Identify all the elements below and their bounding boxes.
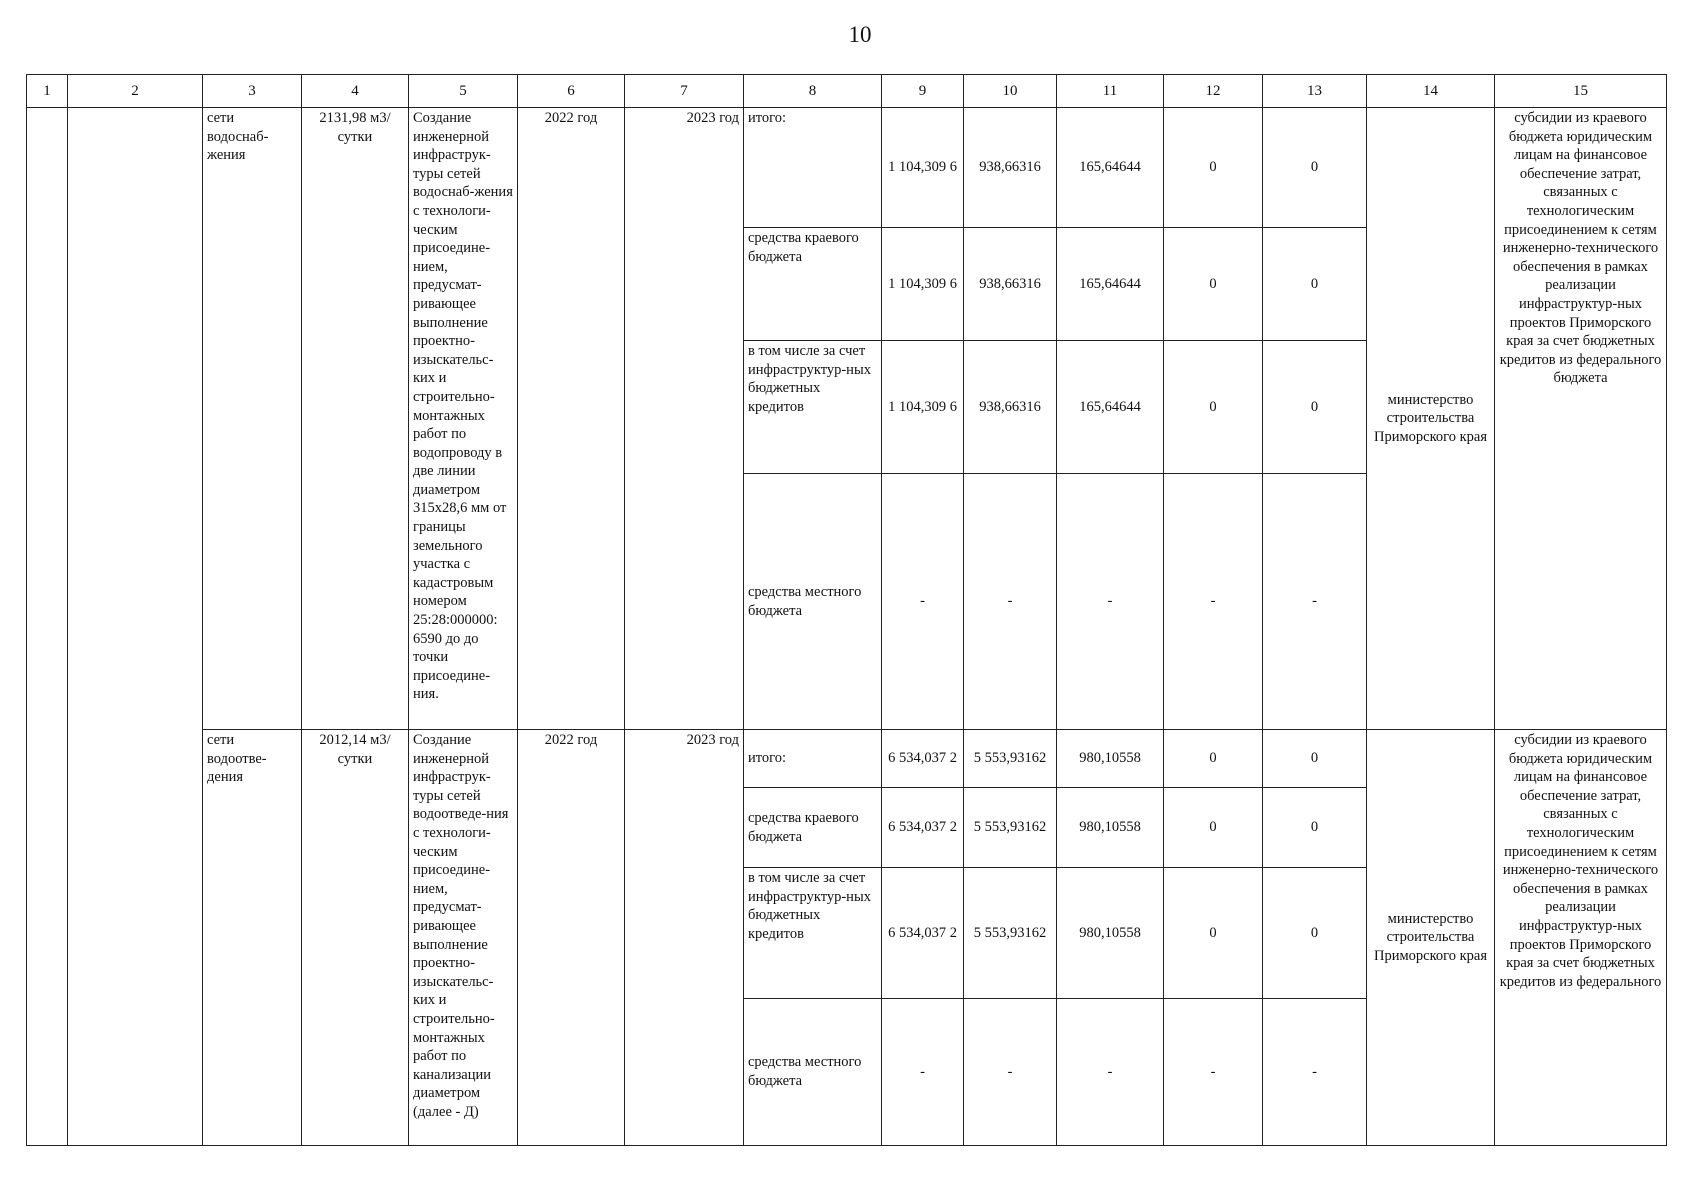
value-total: 6 534,037 2 <box>882 868 964 999</box>
value-2024: 0 <box>1164 788 1263 868</box>
funding-source: в том числе за счет инфраструктур-ных бюджетных кредитов <box>744 341 882 474</box>
col-header: 1 <box>27 75 68 108</box>
funding-source: средства краевого бюджета <box>744 788 882 868</box>
col-header: 7 <box>625 75 744 108</box>
value-2024: 0 <box>1164 868 1263 999</box>
value-2024: 0 <box>1164 108 1263 228</box>
value-total: - <box>882 474 964 730</box>
value-2023: - <box>1057 474 1164 730</box>
value-2024: 0 <box>1164 341 1263 474</box>
funding-source: итого: <box>744 108 882 228</box>
column-number-row <box>27 75 1667 108</box>
value-total: 6 534,037 2 <box>882 788 964 868</box>
end-year: 2023 год <box>625 108 744 730</box>
funding-note: субсидии из краевого бюджета юридическим лицам на финансовое обеспечение затрат, связанных с технологическим присоединением к сетям инженерно-технического обеспечения в рамках реализации инфраструктур-ных проектов Приморского края за счет бюджетных кредитов из федерального <box>1495 730 1667 1146</box>
funding-source: средства местного бюджета <box>744 999 882 1146</box>
value-2024: - <box>1164 999 1263 1146</box>
value-2022: 5 553,93162 <box>964 730 1057 788</box>
executor: министерство строительства Приморского края <box>1367 108 1495 730</box>
col-header: 15 <box>1495 75 1667 108</box>
value-total: 6 534,037 2 <box>882 730 964 788</box>
col-header: 12 <box>1164 75 1263 108</box>
value-2024: 0 <box>1164 730 1263 788</box>
capacity: 2012,14 м3/сутки <box>302 730 409 1146</box>
value-2023: - <box>1057 999 1164 1146</box>
value-2022: 5 553,93162 <box>964 788 1057 868</box>
network-type: сети водоснаб-жения <box>203 108 302 730</box>
col-header: 4 <box>302 75 409 108</box>
col-header: 3 <box>203 75 302 108</box>
col-header: 8 <box>744 75 882 108</box>
value-total: - <box>882 999 964 1146</box>
start-year: 2022 год <box>518 730 625 1146</box>
col-header: 13 <box>1263 75 1367 108</box>
col-header: 9 <box>882 75 964 108</box>
value-2023: 165,64644 <box>1057 108 1164 228</box>
executor: министерство строительства Приморского края <box>1367 730 1495 1146</box>
funding-source: средства краевого бюджета <box>744 228 882 341</box>
col-header: 14 <box>1367 75 1495 108</box>
value-2022: - <box>964 999 1057 1146</box>
program-table <box>26 74 1667 1146</box>
col-header: 2 <box>68 75 203 108</box>
value-2023: 980,10558 <box>1057 788 1164 868</box>
value-2023: 165,64644 <box>1057 228 1164 341</box>
funding-source: средства местного бюджета <box>744 474 882 730</box>
object-description: Создание инженерной инфраструк-туры сетей водоотведе-ния с технологи-ческим присоедине-нием, предусмат-ривающее выполнение проектно-изыскательс-ких и строительно-монтажных работ по канализации диаметром (далее - Д) <box>409 730 518 1146</box>
value-2025: 0 <box>1263 108 1367 228</box>
value-total: 1 104,309 6 <box>882 108 964 228</box>
table-row <box>27 108 1667 228</box>
network-type: сети водоотве-дения <box>203 730 302 1146</box>
value-2025: - <box>1263 999 1367 1146</box>
value-2025: 0 <box>1263 868 1367 999</box>
value-2024: - <box>1164 474 1263 730</box>
col-header: 5 <box>409 75 518 108</box>
funding-source: итого: <box>744 730 882 788</box>
value-2025: 0 <box>1263 730 1367 788</box>
col-header: 6 <box>518 75 625 108</box>
value-2022: 5 553,93162 <box>964 868 1057 999</box>
value-2025: - <box>1263 474 1367 730</box>
value-2022: 938,66316 <box>964 228 1057 341</box>
value-total: 1 104,309 6 <box>882 341 964 474</box>
value-2022: - <box>964 474 1057 730</box>
value-total: 1 104,309 6 <box>882 228 964 341</box>
col-header: 11 <box>1057 75 1164 108</box>
value-2023: 980,10558 <box>1057 730 1164 788</box>
value-2023: 980,10558 <box>1057 868 1164 999</box>
funding-source: в том числе за счет инфраструктур-ных бюджетных кредитов <box>744 868 882 999</box>
capacity: 2131,98 м3/сутки <box>302 108 409 730</box>
funding-note: субсидии из краевого бюджета юридическим лицам на финансовое обеспечение затрат, связанных с технологическим присоединением к сетям инженерно-технического обеспечения в рамках реализации инфраструктур-ных проектов Приморского края за счет бюджетных кредитов из федерального бюджета <box>1495 108 1667 730</box>
value-2022: 938,66316 <box>964 341 1057 474</box>
object-description: Создание инженерной инфраструк-туры сетей водоснаб-жения с технологи-ческим присоедине-нием, предусмат-ривающее выполнение проектно-изыскательс-ких и строительно-монтажных работ по водопроводу в две линии диаметром 315x28,6 мм от границы земельного участка с кадастровым номером 25:28:000000: 6590 до до точки присоедине-ния. <box>409 108 518 730</box>
value-2025: 0 <box>1263 341 1367 474</box>
value-2023: 165,64644 <box>1057 341 1164 474</box>
end-year: 2023 год <box>625 730 744 1146</box>
value-2025: 0 <box>1263 788 1367 868</box>
start-year: 2022 год <box>518 108 625 730</box>
col-header: 10 <box>964 75 1057 108</box>
cell-col1 <box>27 108 68 1146</box>
cell-col2 <box>68 108 203 1146</box>
value-2024: 0 <box>1164 228 1263 341</box>
page-number: 10 <box>848 22 872 47</box>
table-row <box>27 730 1667 788</box>
value-2022: 938,66316 <box>964 108 1057 228</box>
value-2025: 0 <box>1263 228 1367 341</box>
